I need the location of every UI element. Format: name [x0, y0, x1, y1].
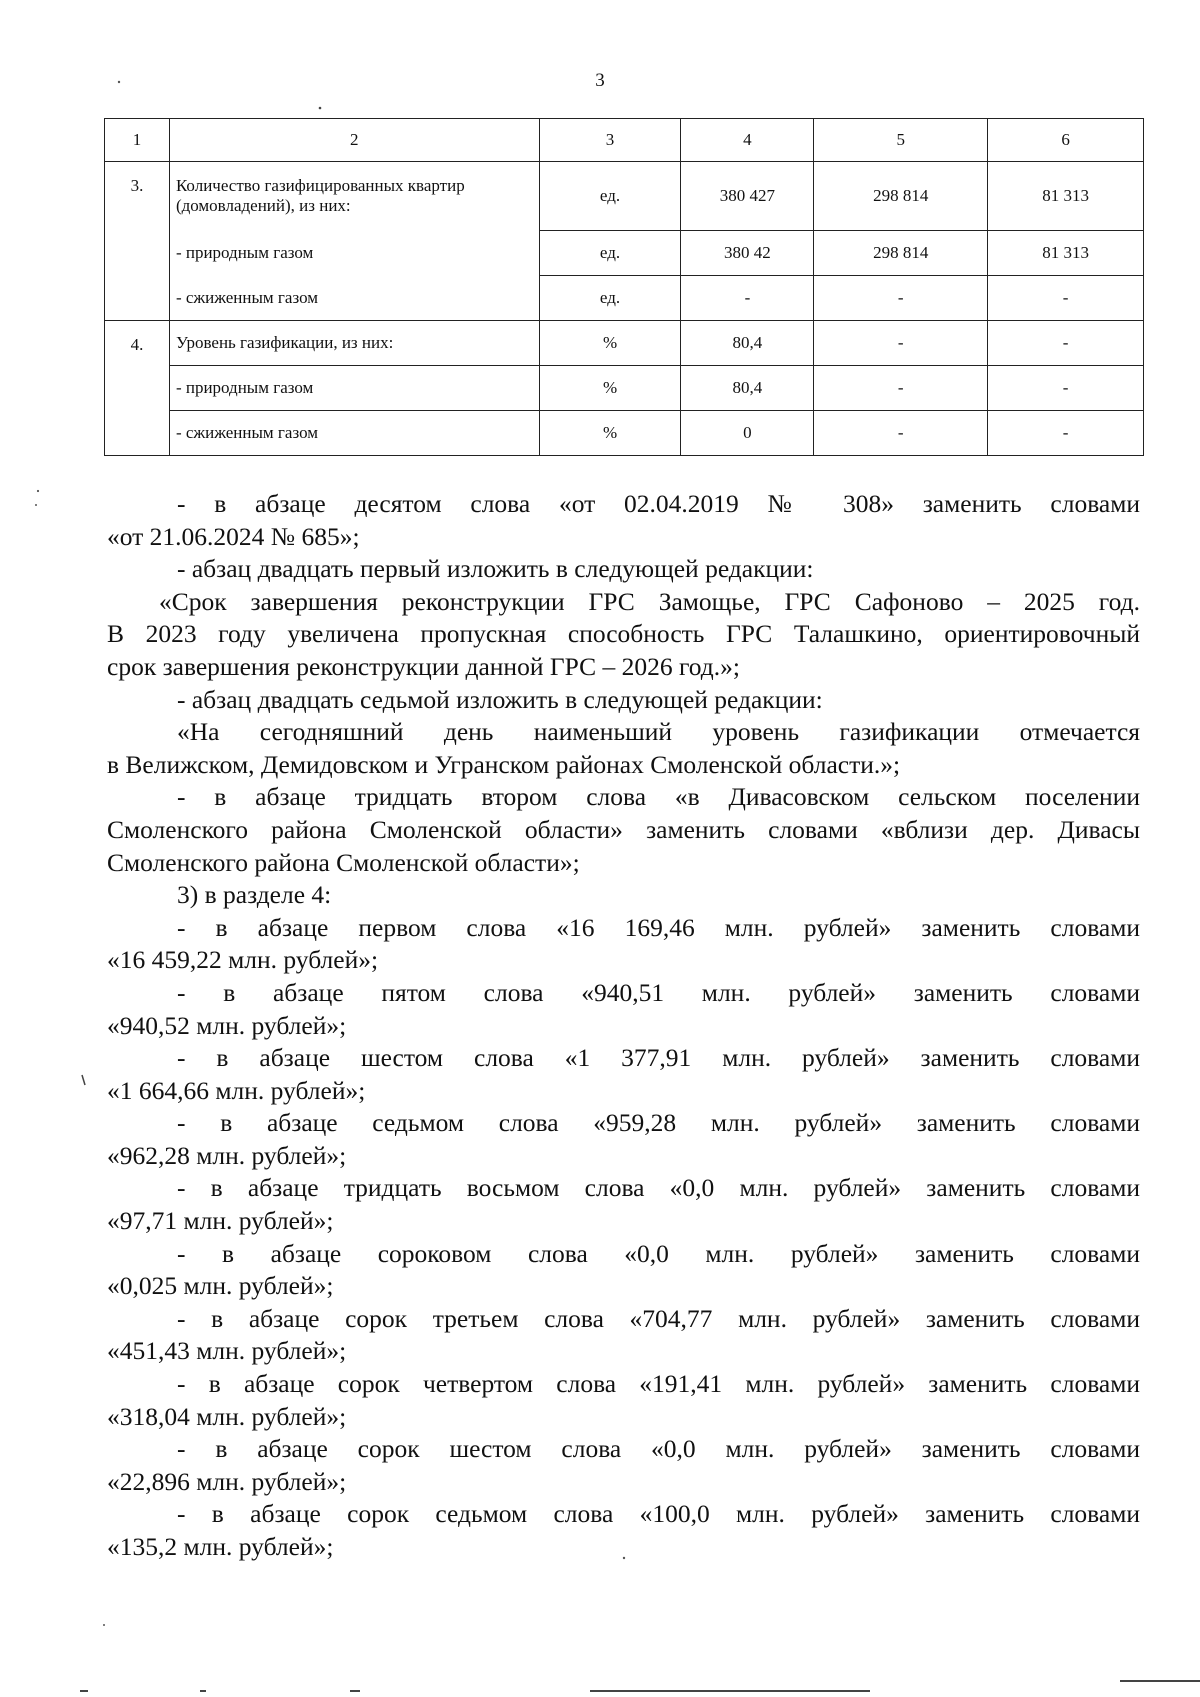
header-cell: 5: [814, 119, 988, 162]
scan-edge-mark: [350, 1690, 360, 1692]
header-cell: 1: [105, 119, 170, 162]
text-line: 3) в разделе 4:: [177, 880, 332, 910]
row-value-col5: -: [814, 321, 988, 366]
row-label: Количество газифицированных квартир (домовладений), из них:: [169, 162, 539, 231]
text-line: «135,2 млн. рублей»;: [107, 1532, 334, 1561]
row-value-col6: -: [988, 366, 1144, 411]
text-line: «940,52 млн. рублей»;: [107, 1010, 347, 1040]
text-line: «451,43 млн. рублей»;: [107, 1336, 347, 1366]
row-unit: %: [539, 411, 681, 456]
speck: [623, 1557, 625, 1559]
text-line: - в абзаце сороковом слова «0,0 млн. рублей» заменить словами: [177, 1238, 1140, 1268]
text-line: «16 459,22 млн. рублей»;: [107, 945, 379, 975]
text-line: - в абзаце сорок третьем слова «704,77 млн. рублей» заменить словами: [177, 1303, 1140, 1333]
text-line: - в абзаце седьмом слова «959,28 млн. рублей» заменить словами: [177, 1108, 1140, 1138]
speck: [319, 107, 322, 110]
row-number: 3.: [105, 162, 170, 321]
text-line: - в абзаце сорок четвертом слова «191,41 млн. рублей» заменить словами: [177, 1369, 1140, 1399]
row-label: - природным газом: [169, 366, 539, 411]
text-line: - в абзаце пятом слова «940,51 млн. рублей» заменить словами: [177, 977, 1140, 1007]
text-line: - абзац двадцать седьмой изложить в следующей редакции:: [177, 684, 823, 714]
text-line: «от 21.06.2024 № 685»;: [107, 521, 360, 551]
row-value-col5: 298 814: [814, 231, 988, 276]
row-value-col5: -: [814, 276, 988, 321]
text-line: - абзац двадцать первый изложить в следующей редакции:: [177, 554, 814, 584]
text-line: срок завершения реконструкции данной ГРС – 2026 год.»;: [107, 651, 740, 681]
text-line: Смоленского района Смоленской области» заменить словами «вблизи дер. Дивасы: [107, 814, 1140, 844]
row-unit: ед.: [539, 276, 681, 321]
row-value-col4: 80,4: [681, 366, 814, 411]
text-line: «0,025 млн. рублей»;: [107, 1271, 334, 1301]
row-unit: ед.: [539, 162, 681, 231]
speck: [35, 504, 37, 506]
row-label: - сжиженным газом: [169, 276, 539, 321]
text-line: - в абзаце тридцать восьмом слова «0,0 млн. рублей» заменить словами: [177, 1173, 1140, 1203]
row-unit: ед.: [539, 231, 681, 276]
row-value-col4: 380 42: [681, 231, 814, 276]
speck: [118, 81, 120, 83]
row-value-col5: 298 814: [814, 162, 988, 231]
row-value-col6: -: [988, 321, 1144, 366]
scan-edge-mark: [200, 1690, 206, 1692]
row-unit: %: [539, 366, 681, 411]
scan-edge-mark: [1120, 1680, 1200, 1682]
row-value-col4: 0: [681, 411, 814, 456]
row-value-col5: -: [814, 366, 988, 411]
text-line: - в абзаце десятом слова «от 02.04.2019 № 308» заменить словами: [177, 489, 1140, 518]
text-line: «962,28 млн. рублей»;: [107, 1140, 347, 1170]
row-label: - сжиженным газом: [169, 411, 539, 456]
scan-edge-mark: [80, 1690, 88, 1692]
row-label: - природным газом: [169, 231, 539, 276]
text-line: «Срок завершения реконструкции ГРС Замощье, ГРС Сафоново – 2025 год.: [159, 586, 1140, 616]
text-line: - в абзаце тридцать втором слова «в Дивасовском сельском поселении: [177, 782, 1140, 812]
text-line: «На сегодняшний день наименьший уровень газификации отмечается: [177, 717, 1140, 747]
row-label: Уровень газификации, из них:: [169, 321, 539, 366]
text-line: Смоленского района Смоленской области»;: [107, 847, 580, 877]
speck: [37, 490, 39, 492]
row-value-col5: -: [814, 411, 988, 456]
header-cell: 4: [681, 119, 814, 162]
text-line: В 2023 году увеличена пропускная способность ГРС Талашкино, ориентировочный: [107, 619, 1140, 649]
speck: [103, 1624, 105, 1626]
header-cell: 6: [988, 119, 1144, 162]
text-line: в Велижском, Демидовском и Угранском районах Смоленской области.»;: [107, 749, 901, 779]
row-value-col4: 380 427: [681, 162, 814, 231]
text-line: - в абзаце сорок шестом слова «0,0 млн. рублей» заменить словами: [177, 1434, 1140, 1464]
row-number: 4.: [105, 321, 170, 456]
row-value-col4: 80,4: [681, 321, 814, 366]
speck: [82, 1075, 85, 1085]
row-value-col6: -: [988, 276, 1144, 321]
text-line: - в абзаце сорок седьмом слова «100,0 млн. рублей» заменить словами: [177, 1499, 1140, 1529]
text-line: «1 664,66 млн. рублей»;: [107, 1075, 366, 1105]
scan-edge-mark: [590, 1690, 870, 1692]
row-value-col4: -: [681, 276, 814, 321]
header-cell: 3: [539, 119, 681, 162]
row-value-col6: 81 313: [988, 162, 1144, 231]
text-line: «22,896 млн. рублей»;: [107, 1466, 347, 1496]
row-value-col6: -: [988, 411, 1144, 456]
text-line: - в абзаце первом слова «16 169,46 млн. рублей» заменить словами: [177, 912, 1140, 942]
header-cell: 2: [169, 119, 539, 162]
page-number: 3: [595, 70, 605, 91]
row-unit: %: [539, 321, 681, 366]
text-line: - в абзаце шестом слова «1 377,91 млн. рублей» заменить словами: [177, 1043, 1140, 1073]
text-line: «97,71 млн. рублей»;: [107, 1206, 334, 1236]
row-value-col6: 81 313: [988, 231, 1144, 276]
text-line: «318,04 млн. рублей»;: [107, 1401, 347, 1431]
